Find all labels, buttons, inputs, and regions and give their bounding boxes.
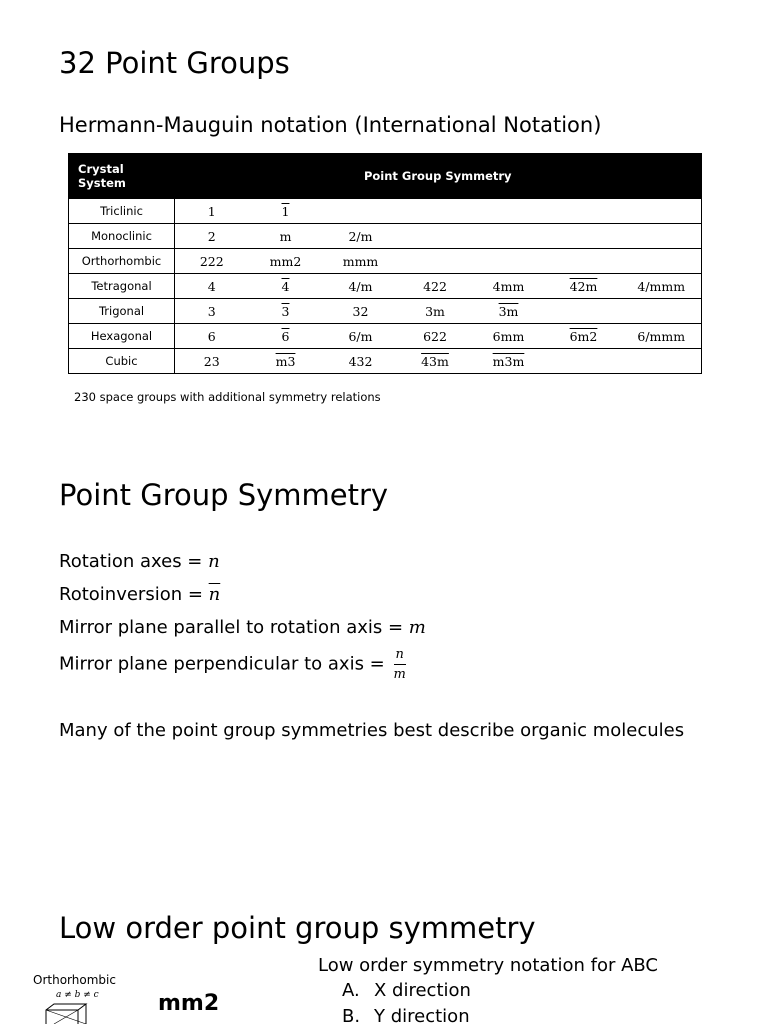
header-point-group-symmetry: Point Group Symmetry [175,154,702,199]
point-group-cell: 3m [399,299,472,324]
list-item-rotoinversion [59,581,426,614]
point-group-cell: 432 [323,349,399,374]
point-group-bar-symbol: 42m [569,278,598,294]
list-item-y-direction [342,1005,658,1031]
math-symbol: n [208,551,220,572]
list-marker: A. [342,980,360,1001]
math-symbol: m [408,617,426,638]
math-symbol-bar: $\overline{n}$ [208,584,221,605]
table-row-tetragonal [69,274,702,299]
definition-text: Mirror plane perpendicular to axis = [59,653,391,675]
point-group-cell: mmm [323,249,399,274]
list-item-x-direction [342,979,658,1005]
point-group-cell [249,349,323,374]
header-crystal-system: Crystal System [69,154,175,199]
point-group-bar-symbol: 4 [281,278,290,294]
low-order-notation-title: Low order symmetry notation for ABC [318,955,658,976]
fraction-numerator: n [394,647,406,665]
point-group-cell: 6mm [472,324,546,349]
table-row-monoclinic [69,224,702,249]
point-group-bar-symbol: 3 [281,303,290,319]
point-group-cell: 4mm [472,274,546,299]
table-row-hexagonal [69,324,702,349]
point-group-cell [546,274,622,299]
point-group-cell: 422 [399,274,472,299]
space-groups-note: 230 space groups with additional symmetry relations [74,390,381,404]
symbol-mm2: mm2 [158,991,220,1016]
direction-list [318,979,658,1031]
point-group-cell [249,199,323,224]
list-item-text: X direction [374,980,471,1001]
point-group-cell [249,274,323,299]
crystal-system-cell: Cubic [69,349,175,374]
point-group-cell: 6/mmm [622,324,702,349]
point-group-cell [249,324,323,349]
crystal-system-cell: Triclinic [69,199,175,224]
definition-text: Mirror plane parallel to rotation axis = [59,617,409,638]
table-row-triclinic [69,199,702,224]
point-group-cell: m [249,224,323,249]
point-group-bar-symbol: m3m [492,353,525,369]
point-group-cell: 6/m [323,324,399,349]
point-group-cell: 622 [399,324,472,349]
figure-condition: a ≠ b ≠ c [56,990,99,1000]
symmetry-definitions-list [59,548,426,680]
fraction-n-over-m [394,647,406,682]
subtitle-hermann-mauguin: Hermann-Mauguin notation (International Notation) [59,113,602,137]
low-order-notation-block [318,954,658,1031]
point-group-cell: 6 [175,324,249,349]
list-item-mirror-perpendicular [59,647,426,680]
crystal-system-cell: Tetragonal [69,274,175,299]
definition-text: Rotoinversion = [59,584,209,605]
table-row-orthorhombic [69,249,702,274]
point-group-cell [399,349,472,374]
point-group-bar-symbol: 6 [281,328,290,344]
point-group-cell [546,324,622,349]
point-group-cell [472,349,546,374]
point-group-cell: 4/m [323,274,399,299]
point-group-cell: 222 [175,249,249,274]
point-group-cell: 32 [323,299,399,324]
point-group-cell: 23 [175,349,249,374]
crystal-system-cell: Hexagonal [69,324,175,349]
point-group-cell: 2/m [323,224,399,249]
list-item-mirror-parallel [59,614,426,647]
point-group-cell [249,299,323,324]
section-title-low-order: Low order point group symmetry [59,911,536,945]
definition-text: Rotation axes = [59,551,209,572]
point-group-cell: 3 [175,299,249,324]
list-item-rotation-axes [59,548,426,581]
crystal-system-cell: Monoclinic [69,224,175,249]
table-row-trigonal [69,299,702,324]
point-group-bar-symbol: 6m2 [569,328,598,344]
crystal-system-cell: Trigonal [69,299,175,324]
table-header-row [69,154,702,199]
point-group-bar-symbol: 3m [498,303,519,319]
point-group-cell: 2 [175,224,249,249]
point-group-table [68,153,702,374]
point-group-cell: 4/mmm [622,274,702,299]
section-title-point-group-symmetry: Point Group Symmetry [59,478,389,512]
page-title-point-groups: 32 Point Groups [59,46,290,80]
orthorhombic-cell-figure [40,1002,94,1024]
point-group-cell: 4 [175,274,249,299]
fraction-denominator: m [393,667,406,682]
organic-molecules-paragraph: Many of the point group symmetries best describe organic molecules [59,720,685,741]
point-group-bar-symbol: m3 [275,353,296,369]
figure-label-orthorhombic: Orthorhombic [33,973,116,987]
list-marker: B. [342,1006,361,1027]
point-group-bar-symbol: 43m [421,353,449,369]
table-row-cubic [69,349,702,374]
list-item-text: Y direction [374,1006,470,1027]
point-group-cell [472,299,546,324]
point-group-bar-symbol: 1 [281,203,290,219]
point-group-cell: mm2 [249,249,323,274]
crystal-system-cell: Orthorhombic [69,249,175,274]
point-group-cell: 1 [175,199,249,224]
